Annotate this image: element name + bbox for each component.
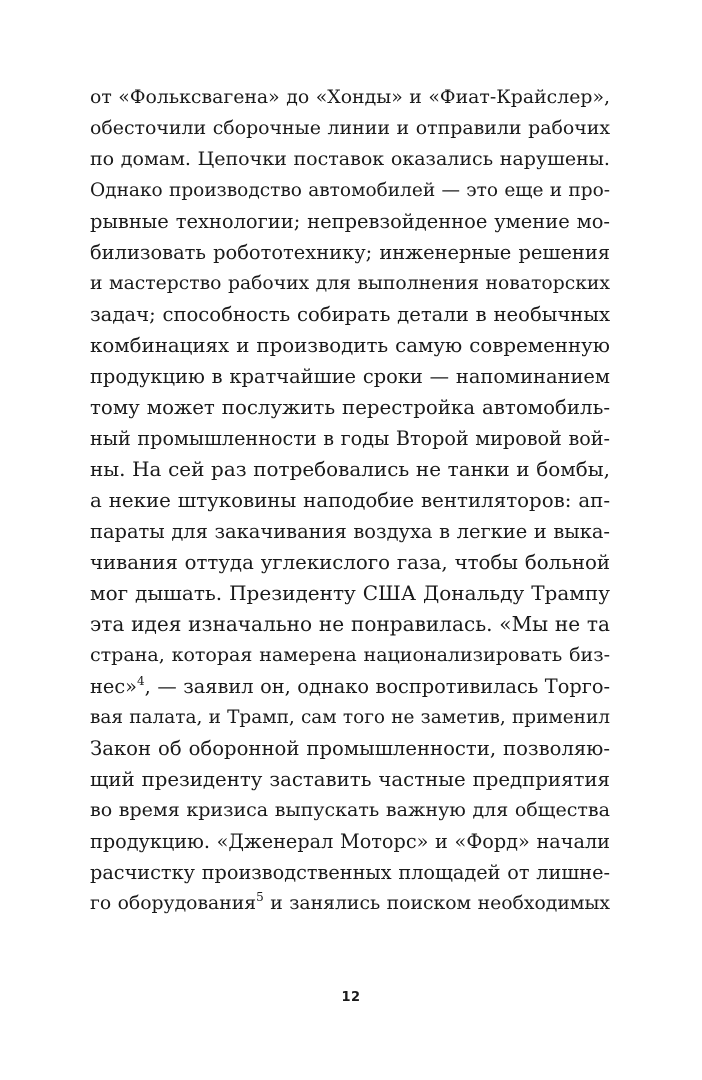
text-line: задач; способность собирать детали в необычных	[90, 303, 610, 326]
text-line	[90, 888, 610, 919]
text-line: билизовать робототехнику; инженерные решения	[90, 241, 610, 264]
footnote-ref-4[interactable]: 4	[136, 674, 145, 688]
line-text-after: и занялись поиском необходимых	[263, 893, 610, 914]
text-line: тому может послужить перестройка автомобиль-	[90, 396, 610, 419]
text-line: ный промышленности в годы Второй мировой вой-	[90, 427, 610, 450]
text-line: рывные технологии; непревзойденное умение мо-	[90, 210, 610, 233]
text-line: продукцию. «Дженерал Моторс» и «Форд» начали	[90, 830, 610, 853]
text-line: и мастерство рабочих для выполнения новаторских	[90, 273, 610, 294]
text-line: расчистку производственных площадей от лишне-	[90, 861, 610, 884]
text-line: Закон об оборонной промышленности, позволяю-	[90, 737, 610, 760]
line-text-before: го оборудования	[90, 893, 257, 914]
text-line: параты для закачивания воздуха в легкие и выка-	[90, 520, 610, 543]
text-line: по домам. Цепочки поставок оказались нарушены.	[90, 148, 610, 170]
text-line: ны. На сей раз потребовались не танки и бомбы,	[90, 457, 610, 481]
text-line: чивания оттуда углекислого газа, чтобы больной	[90, 551, 610, 574]
text-line	[90, 671, 610, 702]
text-line: во время кризиса выпускать важную для общества	[90, 799, 610, 821]
text-line: вая палата, и Трамп, сам того не заметив, применил	[90, 707, 610, 728]
footnote-ref-5[interactable]: 5	[256, 890, 264, 904]
line-text-after: , — заявил он, однако воспротивилась Торго-	[144, 675, 610, 698]
text-line: обесточили сборочные линии и отправили рабочих	[90, 117, 610, 139]
text-line: а некие штуковины наподобие вентиляторов: ап-	[90, 489, 610, 512]
body-text	[90, 82, 610, 919]
text-line: щий президенту заставить частные предприятия	[90, 768, 610, 791]
text-line: комбинациях и производить самую современную	[90, 334, 610, 357]
text-line: продукцию в кратчайшие сроки — напоминанием	[90, 365, 610, 388]
text-line: Однако производство автомобилей — это еще и про-	[90, 180, 610, 201]
text-line: эта идея изначально не понравилась. «Мы не та	[90, 612, 610, 636]
text-line: от «Фольксвагена» до «Хонды» и «Фиат-Крайслер»,	[90, 86, 610, 108]
page-number: 12	[341, 990, 361, 1005]
line-text-before: нес»	[90, 675, 137, 698]
text-line: страна, которая намерена национализировать биз-	[90, 644, 610, 666]
text-line: мог дышать. Президенту США Дональду Трампу	[90, 581, 610, 605]
